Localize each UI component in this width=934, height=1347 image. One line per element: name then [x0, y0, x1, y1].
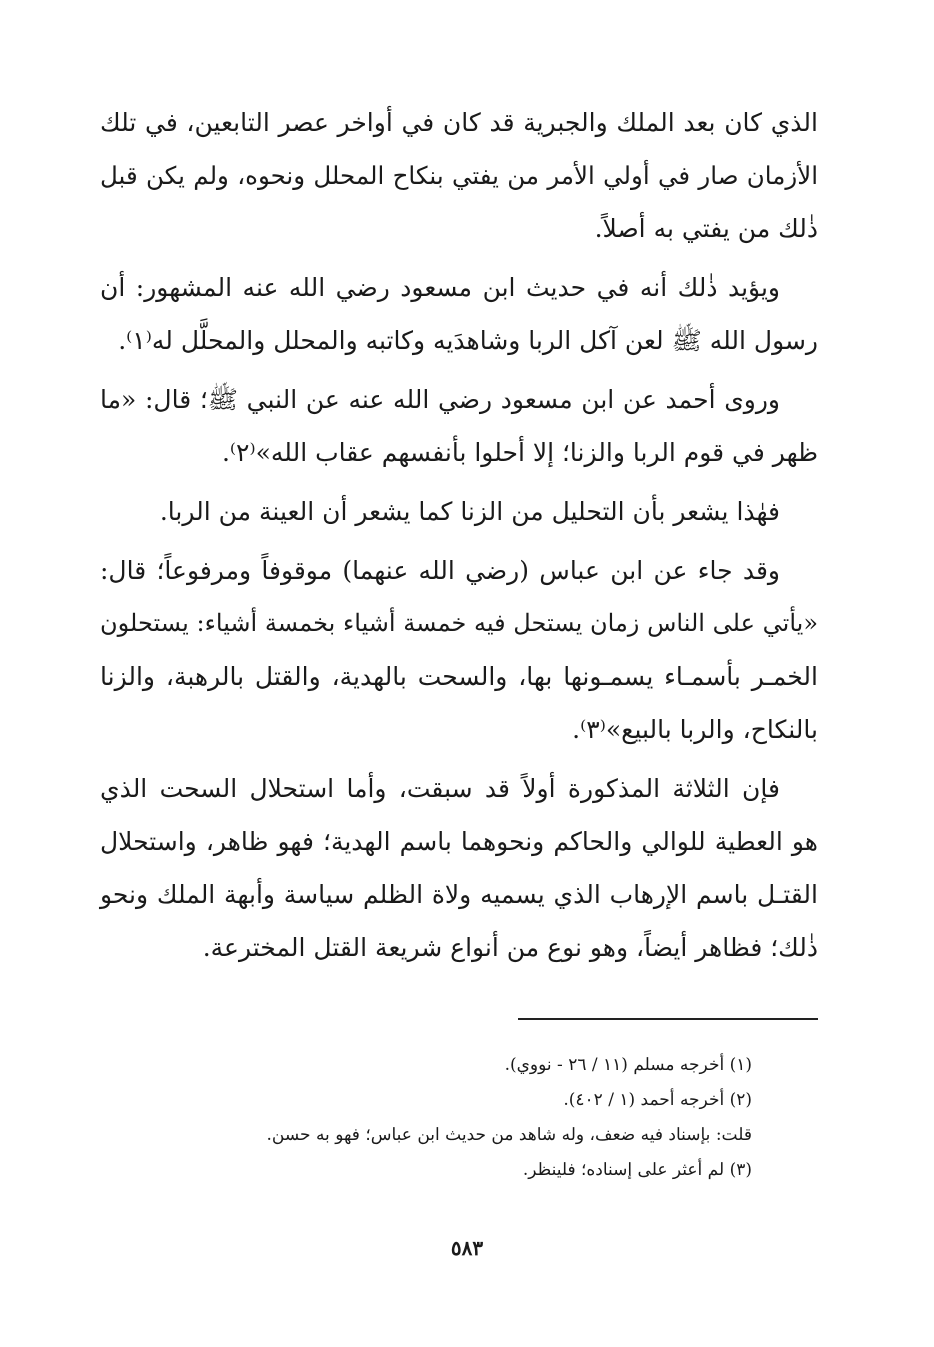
main-text [100, 96, 818, 980]
paragraph-1 [100, 96, 818, 255]
paragraph-6 [100, 762, 818, 974]
footnote-2: (٢) أخرجه أحمد (١ / ٤٠٢). [563, 1090, 752, 1110]
text-line: وقد جاء عن ابن عباس (رضي الله عنهما) موقوفاً ومرفوعاً؛ قال: [100, 556, 780, 585]
text-line: فهٰذا يشعر بأن التحليل من الزنا كما يشعر أن العينة من الربا. [159, 497, 780, 526]
text-line: الذي كان بعد الملك والجبرية قد كان في أواخر عصر التابعين، في تلك [100, 108, 818, 137]
footnote-3: (٣) لم أعثر على إسناده؛ فلينظر. [522, 1160, 752, 1180]
text-line: «يأتي على الناس زمان يستحل فيه خمسة أشياء بخمسة أشياء: يستحلون [100, 609, 818, 637]
paragraph-4 [100, 485, 818, 538]
footnote-2-comment: قلت: بإسناد فيه ضعف، وله شاهد من حديث ابن عباس؛ فهو به حسن. [266, 1125, 752, 1145]
text-line: هو العطية للوالي والحاكم ونحوهما باسم الهدية؛ فهو ظاهر، واستحلال [100, 827, 818, 856]
footnote-separator [518, 1018, 818, 1020]
text-line: رسول الله ﷺ لعن آكل الربا وشاهدَيه وكاتبه والمحلل والمحلَّل له⁽١⁾. [118, 326, 818, 355]
paragraph-3 [100, 373, 818, 479]
text-line: ويؤيد ذٰلك أنه في حديث ابن مسعود رضي الله عنه المشهور: أن [100, 273, 780, 302]
text-line: ظهر في قوم الربا والزنا؛ إلا أحلوا بأنفسهم عقاب الله»⁽٢⁾. [221, 438, 818, 467]
paragraph-5 [100, 544, 818, 756]
text-line: فإن الثلاثة المذكورة أولاً قد سبقت، وأما استحلال السحت الذي [100, 774, 780, 803]
text-line: وروى أحمد عن ابن مسعود رضي الله عنه عن النبي ﷺ؛ قال: «ما [100, 385, 780, 414]
text-line: الأزمان صار في أولي الأمر من يفتي بنكاح المحلل ونحوه، ولم يكن قبل [100, 161, 818, 190]
text-line: بالنكاح، والربا بالبيع»⁽٣⁾. [572, 715, 818, 744]
text-line: ذٰلك من يفتي به أصلاً. [594, 214, 818, 243]
paragraph-2 [100, 261, 818, 367]
page-number: ٥٨٣ [450, 1236, 484, 1260]
footnote-1: (١) أخرجه مسلم (١١ / ٢٦ - نووي). [504, 1055, 752, 1075]
text-line: الخمـر بأسمـاء يسمـونها بها، والسحت بالهدية، والقتل بالرهبة، والزنا [100, 662, 818, 691]
text-line: ذٰلك؛ فظاهر أيضاً، وهو نوع من أنواع شريعة القتل المخترعة. [202, 933, 818, 962]
footnotes [120, 1048, 752, 1188]
text-line: القتـل باسم الإرهاب الذي يسميه ولاة الظلم سياسة وأبهة الملك ونحو [100, 880, 818, 909]
